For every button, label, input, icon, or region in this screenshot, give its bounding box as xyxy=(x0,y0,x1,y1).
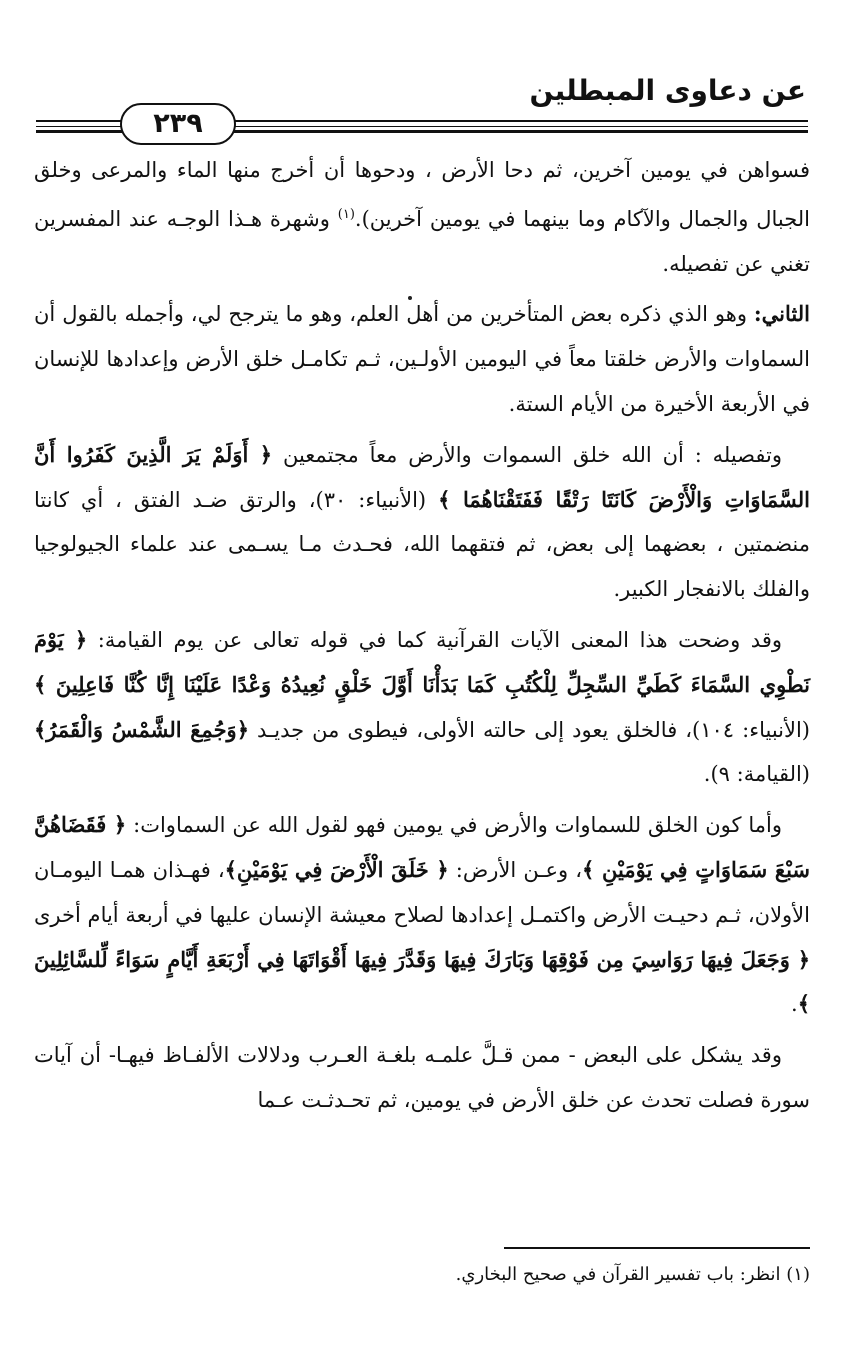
paragraph xyxy=(34,292,810,426)
paragraph-text: (الأنبياء: ١٠٤)، فالخلق يعود إلى حالته الأولى، فيطوى من جديـد xyxy=(249,717,811,742)
paragraph-text: وقد وضحت هذا المعنى الآيات القرآنية كما في قوله تعالى عن يوم القيامة: xyxy=(87,627,782,652)
quran-verse: ﴿ وَجَعَلَ فِيهَا رَوَاسِيَ مِن فَوْقِهَا وَبَارَكَ فِيهَا وَقَدَّرَ فِيهَا أَقْوَاتَهَا فِي أَرْبَعَةِ أَيَّامٍ سَوَاءً لِّلسَّائِلِينَ ﴾ xyxy=(34,946,810,1017)
footnote-rule xyxy=(504,1247,810,1249)
quran-verse: ﴿ فَقَضَاهُنَّ سَبْعَ سَمَاوَاتٍ فِي يَوْمَيْنِ ﴾ xyxy=(34,812,811,882)
ink-dot xyxy=(408,296,412,300)
paragraph-text: وأما كون الخلق للسماوات والأرض في يومين فهو لقول الله عن السماوات: xyxy=(126,813,783,838)
paragraph-text: وتفصيله : أن الله خلق السموات والأرض معاً مجتمعين xyxy=(272,442,782,467)
paragraph xyxy=(34,803,810,1027)
quran-verse: ﴿وَجُمِعَ الشَّمْسُ وَالْقَمَرُ﴾ xyxy=(34,716,250,742)
footnote-ref: (١) xyxy=(337,206,355,222)
quran-verse: ﴿ أَوَلَمْ يَرَ الَّذِينَ كَفَرُوا أَنَّ السَّمَاوَاتِ وَالْأَرْضَ كَانَتَا رَتْقًا فَفَتَقْنَاهُمَا ﴾ xyxy=(34,441,810,512)
paragraph-text: ، فهـذان همـا اليومـان الأولان، ثـم دحيـت الأرض واكتمـل إعدادها لصلاح معيشة الإنسان عليها في أربعة أيام أخرى xyxy=(34,857,810,927)
running-title: عن دعاوى المبطلين xyxy=(529,74,806,107)
paragraph-text: وهو الذي ذكره بعض المتأخرين من أهل العلم، وهو ما يترجح لي، وأجمله بالقول أن السماوات والأرض خلقتا معاً في اليومين الأولـين، ثـم تكامـل خلق الأرض وإعدادها للإنسان في الأربعة الأخيرة من الأيام الستة. xyxy=(34,302,810,416)
paragraph-text: (القيامة: ٩). xyxy=(703,762,810,787)
paragraph-text: فسواهن في يومين آخرين، ثم دحا الأرض ، ودحوها أن أخرج منها الماء والمرعى وخلق الجبال والجمال والآكام وما بينهما في يومين آخرين). xyxy=(34,158,810,231)
quran-verse: ﴿ يَوْمَ نَطْوِي السَّمَاءَ كَطَيِّ السِّجِلِّ لِلْكُتُبِ كَمَا بَدَأْنَا أَوَّلَ خَلْقٍ نُعِيدُهُ وَعْدًا عَلَيْنَا إِنَّا كُنَّا فَاعِلِينَ ﴾ xyxy=(34,626,810,697)
quran-verse: ﴿ خَلَقَ الْأَرْضَ فِي يَوْمَيْنِ﴾ xyxy=(224,856,449,882)
paragraph-text: (الأنبياء: ٣٠)، والرتق ضـد الفتق ، أي كانتا منضمتين ، بعضهما إلى بعض، ثم فتقهما الله، فحـدث مـا يسـمى عند علماء الجيولوجيا والفلك بالانفجار الكبير. xyxy=(34,487,810,602)
paragraph-text: وقد يشكل على البعض - ممن قـلَّ علمـه بلغـة العـرب ودلالات الألفـاظ فيهـا- أن آيات سورة فصلت تحدث عن خلق الأرض في يومين، ثم تحـدثـت عـما xyxy=(34,1043,810,1112)
paragraph-text: . xyxy=(791,992,798,1017)
paragraph xyxy=(34,433,810,612)
section-lead: الثاني: xyxy=(753,301,810,327)
paragraph xyxy=(34,148,810,286)
footnote: (١) انظر: باب تفسير القرآن في صحيح البخاري. xyxy=(455,1264,810,1285)
paragraph xyxy=(34,618,810,797)
paragraph xyxy=(34,1033,810,1123)
page-number: ٢٣٩ xyxy=(120,103,236,145)
body-text xyxy=(34,148,810,1129)
paragraph-text: ، وعـن الأرض: xyxy=(448,857,582,882)
paragraph-text: وشهرة هـذا الوجـه عند المفسرين تغني عن تفصيله. xyxy=(34,206,810,276)
